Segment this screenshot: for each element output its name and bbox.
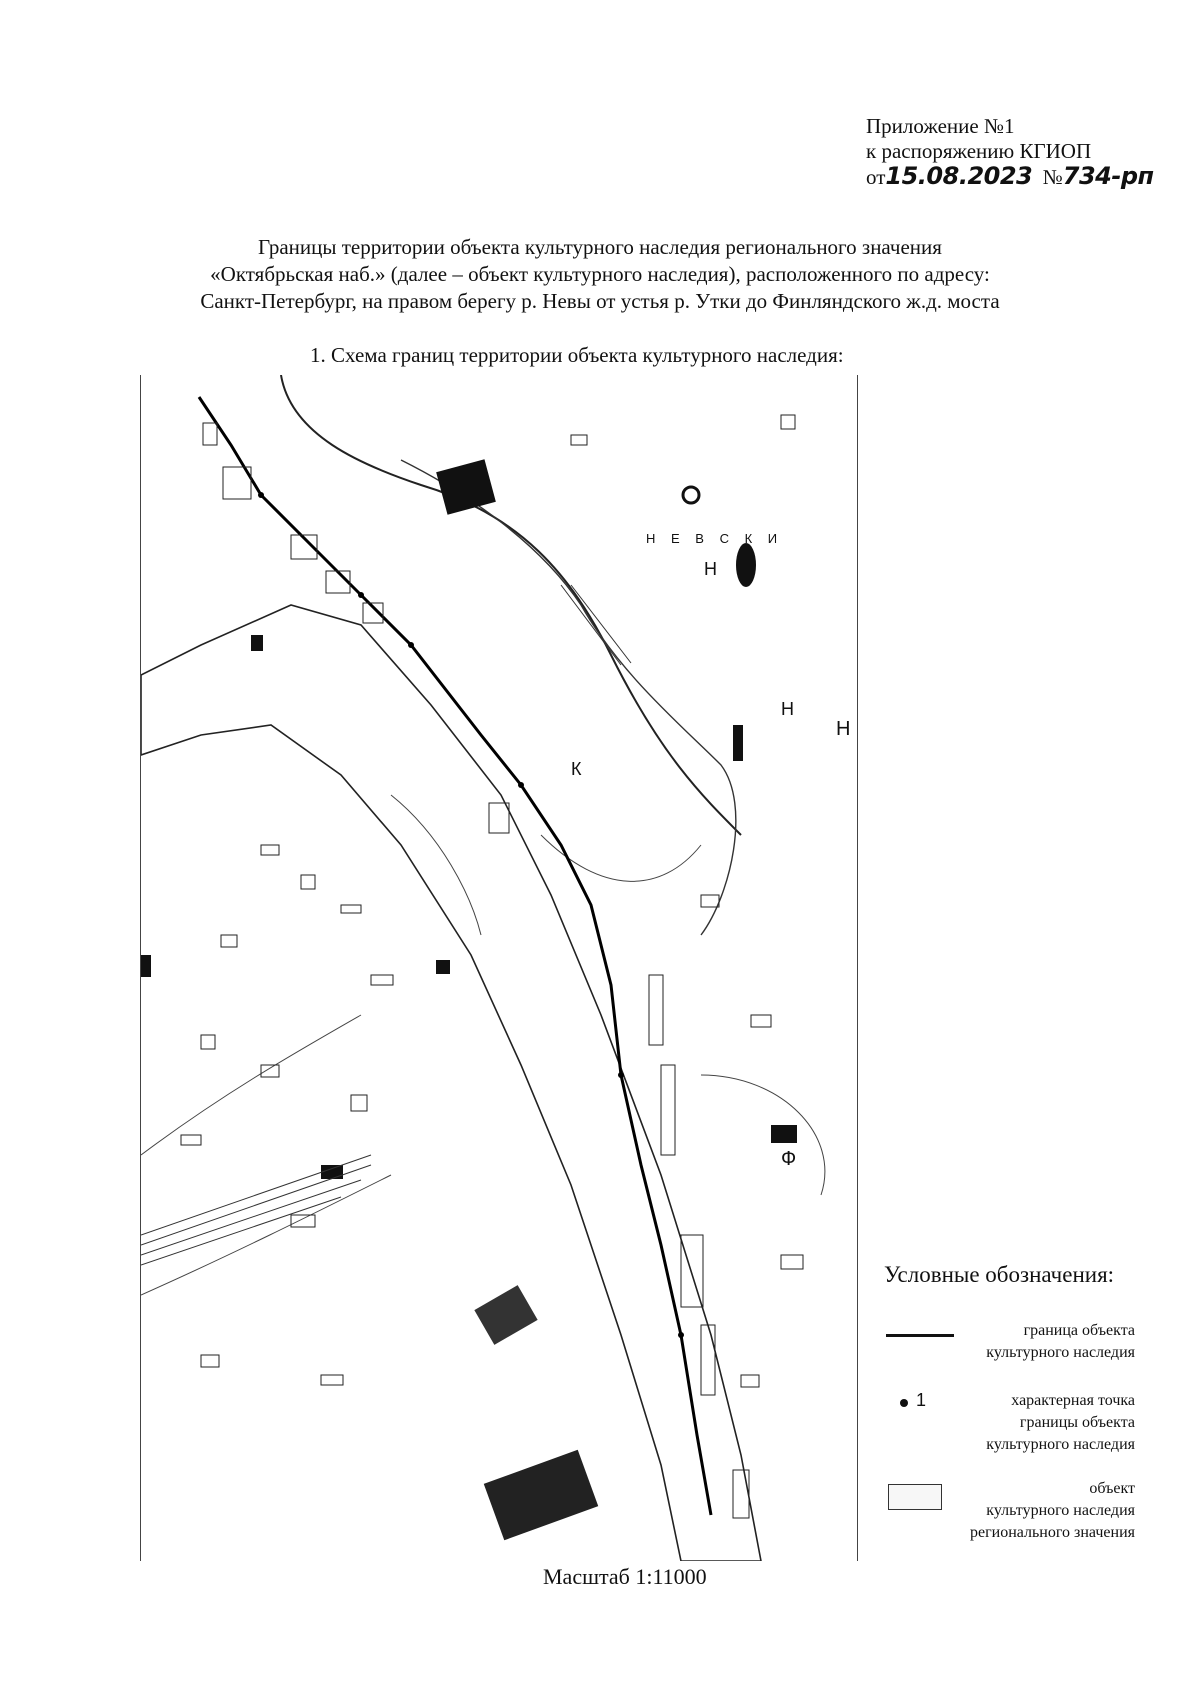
rail-track bbox=[141, 1197, 341, 1265]
legend-text: граница объекта культурного наследия bbox=[986, 1322, 1135, 1361]
title-line-2: «Октябрьская наб.» (далее – объект культурного наследия), расположенного по адресу: bbox=[210, 262, 990, 286]
boundary-point bbox=[408, 642, 414, 648]
building bbox=[484, 1450, 598, 1541]
building bbox=[474, 1285, 537, 1345]
river-neva bbox=[141, 605, 761, 1561]
building bbox=[321, 1165, 343, 1179]
boundary-point bbox=[678, 1332, 684, 1338]
point-marker-label: 1 bbox=[916, 1390, 927, 1410]
building-outline bbox=[181, 1135, 201, 1145]
heritage-object-box bbox=[661, 1065, 675, 1155]
building bbox=[771, 1125, 797, 1143]
title-line-1: Границы территории объекта культурного наследия регионального значения bbox=[258, 235, 942, 259]
rail-track bbox=[141, 1155, 371, 1235]
building bbox=[436, 960, 450, 974]
boundary-map bbox=[140, 375, 858, 1561]
building-outline bbox=[321, 1375, 343, 1385]
map-scale: Масштаб 1:11000 bbox=[543, 1564, 707, 1589]
building bbox=[251, 635, 263, 651]
contour-line-1 bbox=[541, 835, 701, 881]
building-outline bbox=[291, 1215, 315, 1227]
building-outline bbox=[571, 435, 587, 445]
map-label: Н bbox=[836, 718, 851, 740]
building-outline bbox=[371, 975, 393, 985]
building-outline bbox=[781, 1255, 803, 1269]
point-marker-icon bbox=[900, 1399, 908, 1407]
legend-title: Условные обозначения: bbox=[884, 1262, 1115, 1287]
schema-heading: 1. Схема границ территории объекта культурного наследия: bbox=[310, 343, 844, 367]
heritage-object-box bbox=[649, 975, 663, 1045]
contour-line-4 bbox=[141, 1175, 391, 1295]
building-outline bbox=[221, 935, 237, 947]
legend-item-boundary bbox=[880, 1320, 1135, 1372]
map-ring-symbol bbox=[683, 487, 699, 503]
map-label: Ф bbox=[781, 1148, 797, 1170]
title-line-3: Санкт-Петербург, на правом берегу р. Невы от устья р. Утки до Финляндского ж.д. моста bbox=[200, 289, 1000, 313]
pond bbox=[736, 543, 756, 587]
map-label-nevskiy: Н Е В С К И bbox=[646, 531, 784, 546]
map-drawing bbox=[141, 375, 857, 1561]
appendix-date-number bbox=[866, 164, 1154, 190]
map-label: Н bbox=[781, 699, 794, 719]
handwritten-number: 734-рп bbox=[1062, 162, 1154, 190]
rail-track bbox=[141, 1165, 371, 1245]
building bbox=[733, 725, 743, 761]
building-outline bbox=[741, 1375, 759, 1387]
contour-line-2 bbox=[701, 1075, 825, 1195]
building-outline bbox=[351, 1095, 367, 1111]
building-outline bbox=[261, 1065, 279, 1077]
boundary-point bbox=[258, 492, 264, 498]
building-outline bbox=[201, 1355, 219, 1367]
legend-item-point bbox=[880, 1390, 1135, 1460]
building-outline bbox=[751, 1015, 771, 1027]
number-prefix: № bbox=[1042, 165, 1063, 189]
rail-track bbox=[561, 585, 621, 665]
boundary-point bbox=[518, 782, 524, 788]
boundary-point bbox=[618, 1072, 624, 1078]
building-outline bbox=[301, 875, 315, 889]
map-label: К bbox=[571, 759, 582, 779]
legend-item-heritage-object bbox=[880, 1478, 1135, 1548]
contour-line-3 bbox=[141, 1015, 361, 1155]
legend-text: объект культурного наследия регионального значения bbox=[969, 1480, 1135, 1541]
building bbox=[141, 955, 151, 977]
building bbox=[436, 459, 496, 514]
appendix-order-ref: к распоряжению КГИОП bbox=[866, 139, 1092, 163]
rail-track bbox=[571, 585, 631, 663]
appendix-title: Приложение №1 bbox=[866, 114, 1015, 138]
building-outline bbox=[261, 845, 279, 855]
building-outline bbox=[701, 895, 719, 907]
handwritten-date: 15.08.2023 bbox=[885, 162, 1033, 190]
building-outline bbox=[341, 905, 361, 913]
legend-text: характерная точка границы объекта культурного наследия bbox=[986, 1392, 1135, 1453]
boundary-point bbox=[358, 592, 364, 598]
appendix-block bbox=[866, 114, 1154, 190]
heritage-object-box bbox=[203, 423, 217, 445]
building-outline bbox=[781, 415, 795, 429]
map-label: Н bbox=[704, 559, 717, 579]
date-prefix: от bbox=[866, 165, 886, 189]
building-outline bbox=[201, 1035, 215, 1049]
document-title bbox=[120, 234, 1080, 315]
